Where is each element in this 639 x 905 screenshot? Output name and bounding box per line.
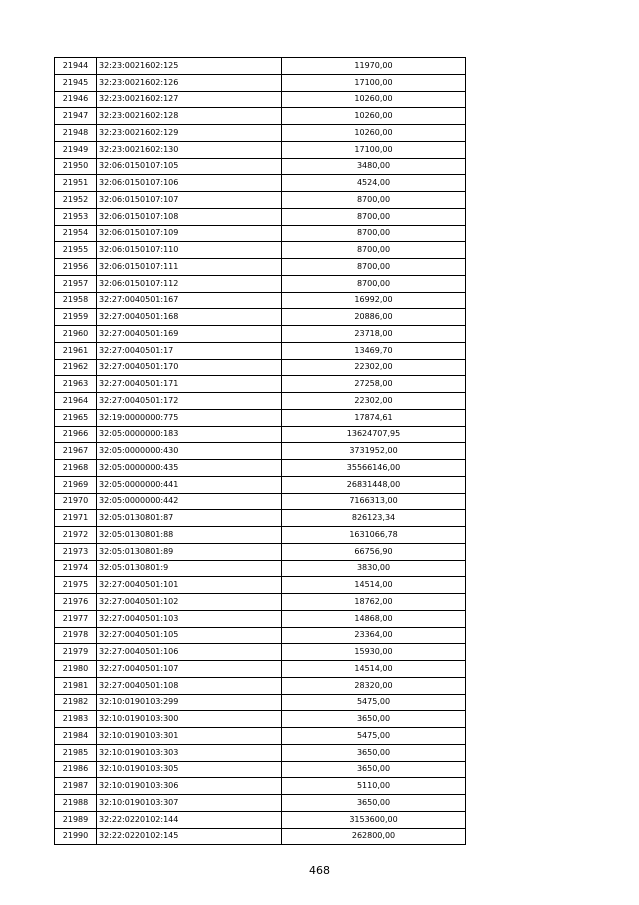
value-cell: 8700,00 xyxy=(282,275,466,292)
row-number-cell: 21948 xyxy=(55,125,97,142)
row-number-cell: 21984 xyxy=(55,728,97,745)
table-row xyxy=(55,577,466,594)
table-row xyxy=(55,510,466,527)
cadastral-number-cell: 32:23:0021602:126 xyxy=(97,74,282,91)
table-row xyxy=(55,158,466,175)
value-cell: 23718,00 xyxy=(282,326,466,343)
table-row xyxy=(55,694,466,711)
cadastral-number-cell: 32:27:0040501:171 xyxy=(97,376,282,393)
row-number-cell: 21953 xyxy=(55,208,97,225)
table-row xyxy=(55,91,466,108)
row-number-cell: 21963 xyxy=(55,376,97,393)
cadastral-number-cell: 32:10:0190103:303 xyxy=(97,744,282,761)
page-number: 468 xyxy=(309,864,330,877)
row-number-cell: 21976 xyxy=(55,594,97,611)
row-number-cell: 21964 xyxy=(55,393,97,410)
value-cell: 22302,00 xyxy=(282,393,466,410)
cadastral-number-cell: 32:19:0000000:775 xyxy=(97,409,282,426)
value-cell: 35566146,00 xyxy=(282,460,466,477)
cadastral-number-cell: 32:06:0150107:106 xyxy=(97,175,282,192)
value-cell: 15930,00 xyxy=(282,644,466,661)
value-cell: 17100,00 xyxy=(282,74,466,91)
value-cell: 13469,70 xyxy=(282,342,466,359)
table-row xyxy=(55,795,466,812)
table-row xyxy=(55,74,466,91)
row-number-cell: 21979 xyxy=(55,644,97,661)
cadastral-number-cell: 32:23:0021602:129 xyxy=(97,125,282,142)
table-row xyxy=(55,108,466,125)
cadastral-number-cell: 32:27:0040501:170 xyxy=(97,359,282,376)
cadastral-number-cell: 32:27:0040501:168 xyxy=(97,309,282,326)
row-number-cell: 21961 xyxy=(55,342,97,359)
table-row xyxy=(55,744,466,761)
table-row xyxy=(55,141,466,158)
table-row xyxy=(55,493,466,510)
table-row xyxy=(55,476,466,493)
table-row xyxy=(55,426,466,443)
cadastral-number-cell: 32:05:0130801:89 xyxy=(97,543,282,560)
value-cell: 17874,61 xyxy=(282,409,466,426)
table-row xyxy=(55,778,466,795)
row-number-cell: 21988 xyxy=(55,795,97,812)
table-row xyxy=(55,644,466,661)
value-cell: 16992,00 xyxy=(282,292,466,309)
value-cell: 4524,00 xyxy=(282,175,466,192)
cadastral-number-cell: 32:10:0190103:305 xyxy=(97,761,282,778)
row-number-cell: 21974 xyxy=(55,560,97,577)
cadastral-number-cell: 32:10:0190103:300 xyxy=(97,711,282,728)
value-cell: 3731952,00 xyxy=(282,443,466,460)
row-number-cell: 21955 xyxy=(55,242,97,259)
table-row xyxy=(55,192,466,209)
row-number-cell: 21956 xyxy=(55,259,97,276)
table-row xyxy=(55,393,466,410)
value-cell: 26831448,00 xyxy=(282,476,466,493)
value-cell: 27258,00 xyxy=(282,376,466,393)
table-row xyxy=(55,811,466,828)
table-row xyxy=(55,711,466,728)
table-row xyxy=(55,728,466,745)
row-number-cell: 21969 xyxy=(55,476,97,493)
cadastral-number-cell: 32:05:0130801:9 xyxy=(97,560,282,577)
value-cell: 18762,00 xyxy=(282,594,466,611)
table-row xyxy=(55,376,466,393)
cadastral-number-cell: 32:05:0000000:441 xyxy=(97,476,282,493)
table-row xyxy=(55,309,466,326)
cadastral-number-cell: 32:05:0000000:183 xyxy=(97,426,282,443)
value-cell: 3650,00 xyxy=(282,761,466,778)
cadastral-number-cell: 32:22:0220102:144 xyxy=(97,811,282,828)
table-row xyxy=(55,460,466,477)
value-cell: 826123,34 xyxy=(282,510,466,527)
table-row xyxy=(55,627,466,644)
row-number-cell: 21970 xyxy=(55,493,97,510)
cadastral-number-cell: 32:27:0040501:106 xyxy=(97,644,282,661)
row-number-cell: 21966 xyxy=(55,426,97,443)
value-cell: 8700,00 xyxy=(282,225,466,242)
value-cell: 7166313,00 xyxy=(282,493,466,510)
table-row xyxy=(55,342,466,359)
cadastral-number-cell: 32:27:0040501:105 xyxy=(97,627,282,644)
value-cell: 3650,00 xyxy=(282,711,466,728)
cadastral-number-cell: 32:05:0130801:87 xyxy=(97,510,282,527)
row-number-cell: 21946 xyxy=(55,91,97,108)
value-cell: 8700,00 xyxy=(282,192,466,209)
value-cell: 8700,00 xyxy=(282,259,466,276)
table-row xyxy=(55,292,466,309)
value-cell: 11970,00 xyxy=(282,58,466,75)
row-number-cell: 21983 xyxy=(55,711,97,728)
table-row xyxy=(55,610,466,627)
value-cell: 14868,00 xyxy=(282,610,466,627)
row-number-cell: 21957 xyxy=(55,275,97,292)
cadastral-number-cell: 32:27:0040501:167 xyxy=(97,292,282,309)
cadastral-number-cell: 32:06:0150107:108 xyxy=(97,208,282,225)
row-number-cell: 21985 xyxy=(55,744,97,761)
value-cell: 5475,00 xyxy=(282,728,466,745)
row-number-cell: 21947 xyxy=(55,108,97,125)
row-number-cell: 21971 xyxy=(55,510,97,527)
value-cell: 14514,00 xyxy=(282,661,466,678)
value-cell: 28320,00 xyxy=(282,677,466,694)
value-cell: 10260,00 xyxy=(282,125,466,142)
cadastral-number-cell: 32:06:0150107:109 xyxy=(97,225,282,242)
value-cell: 1631066,78 xyxy=(282,527,466,544)
cadastral-number-cell: 32:23:0021602:127 xyxy=(97,91,282,108)
value-cell: 5110,00 xyxy=(282,778,466,795)
value-cell: 14514,00 xyxy=(282,577,466,594)
cadastral-number-cell: 32:22:0220102:145 xyxy=(97,828,282,845)
table-row xyxy=(55,443,466,460)
table-row xyxy=(55,409,466,426)
cadastral-number-cell: 32:23:0021602:130 xyxy=(97,141,282,158)
cadastral-number-cell: 32:27:0040501:103 xyxy=(97,610,282,627)
table-row xyxy=(55,125,466,142)
cadastral-number-cell: 32:27:0040501:169 xyxy=(97,326,282,343)
value-cell: 66756,90 xyxy=(282,543,466,560)
row-number-cell: 21978 xyxy=(55,627,97,644)
row-number-cell: 21965 xyxy=(55,409,97,426)
row-number-cell: 21980 xyxy=(55,661,97,678)
value-cell: 3650,00 xyxy=(282,744,466,761)
cadastral-number-cell: 32:05:0000000:442 xyxy=(97,493,282,510)
value-cell: 10260,00 xyxy=(282,108,466,125)
row-number-cell: 21986 xyxy=(55,761,97,778)
table-body xyxy=(55,58,466,845)
table-row xyxy=(55,242,466,259)
row-number-cell: 21945 xyxy=(55,74,97,91)
row-number-cell: 21982 xyxy=(55,694,97,711)
row-number-cell: 21949 xyxy=(55,141,97,158)
value-cell: 22302,00 xyxy=(282,359,466,376)
table-row xyxy=(55,594,466,611)
table-row xyxy=(55,527,466,544)
cadastral-value-table xyxy=(54,57,466,845)
cadastral-number-cell: 32:06:0150107:111 xyxy=(97,259,282,276)
row-number-cell: 21987 xyxy=(55,778,97,795)
cadastral-number-cell: 32:10:0190103:299 xyxy=(97,694,282,711)
cadastral-number-cell: 32:27:0040501:108 xyxy=(97,677,282,694)
cadastral-number-cell: 32:05:0000000:435 xyxy=(97,460,282,477)
row-number-cell: 21944 xyxy=(55,58,97,75)
value-cell: 262800,00 xyxy=(282,828,466,845)
cadastral-number-cell: 32:10:0190103:301 xyxy=(97,728,282,745)
table-row xyxy=(55,761,466,778)
table-row xyxy=(55,225,466,242)
table-row xyxy=(55,208,466,225)
value-cell: 5475,00 xyxy=(282,694,466,711)
table-row xyxy=(55,560,466,577)
cadastral-number-cell: 32:27:0040501:17 xyxy=(97,342,282,359)
value-cell: 23364,00 xyxy=(282,627,466,644)
row-number-cell: 21989 xyxy=(55,811,97,828)
row-number-cell: 21981 xyxy=(55,677,97,694)
row-number-cell: 21975 xyxy=(55,577,97,594)
table-row xyxy=(55,275,466,292)
value-cell: 20886,00 xyxy=(282,309,466,326)
cadastral-number-cell: 32:05:0130801:88 xyxy=(97,527,282,544)
table-row xyxy=(55,326,466,343)
cadastral-number-cell: 32:27:0040501:172 xyxy=(97,393,282,410)
value-cell: 3650,00 xyxy=(282,795,466,812)
value-cell: 3830,00 xyxy=(282,560,466,577)
cadastral-number-cell: 32:27:0040501:102 xyxy=(97,594,282,611)
row-number-cell: 21967 xyxy=(55,443,97,460)
table-row xyxy=(55,359,466,376)
row-number-cell: 21968 xyxy=(55,460,97,477)
row-number-cell: 21959 xyxy=(55,309,97,326)
row-number-cell: 21958 xyxy=(55,292,97,309)
table-row xyxy=(55,828,466,845)
row-number-cell: 21962 xyxy=(55,359,97,376)
row-number-cell: 21990 xyxy=(55,828,97,845)
cadastral-number-cell: 32:27:0040501:101 xyxy=(97,577,282,594)
table-row xyxy=(55,58,466,75)
row-number-cell: 21960 xyxy=(55,326,97,343)
cadastral-number-cell: 32:27:0040501:107 xyxy=(97,661,282,678)
value-cell: 13624707,95 xyxy=(282,426,466,443)
cadastral-number-cell: 32:06:0150107:112 xyxy=(97,275,282,292)
cadastral-number-cell: 32:10:0190103:307 xyxy=(97,795,282,812)
value-cell: 3153600,00 xyxy=(282,811,466,828)
table-row xyxy=(55,677,466,694)
row-number-cell: 21972 xyxy=(55,527,97,544)
cadastral-number-cell: 32:06:0150107:105 xyxy=(97,158,282,175)
table-row xyxy=(55,543,466,560)
table-row xyxy=(55,259,466,276)
cadastral-number-cell: 32:23:0021602:128 xyxy=(97,108,282,125)
row-number-cell: 21973 xyxy=(55,543,97,560)
value-cell: 8700,00 xyxy=(282,208,466,225)
row-number-cell: 21977 xyxy=(55,610,97,627)
cadastral-number-cell: 32:23:0021602:125 xyxy=(97,58,282,75)
value-cell: 10260,00 xyxy=(282,91,466,108)
row-number-cell: 21952 xyxy=(55,192,97,209)
value-cell: 3480,00 xyxy=(282,158,466,175)
cadastral-number-cell: 32:05:0000000:430 xyxy=(97,443,282,460)
value-cell: 8700,00 xyxy=(282,242,466,259)
cadastral-number-cell: 32:10:0190103:306 xyxy=(97,778,282,795)
table-row xyxy=(55,175,466,192)
cadastral-number-cell: 32:06:0150107:107 xyxy=(97,192,282,209)
row-number-cell: 21950 xyxy=(55,158,97,175)
table-row xyxy=(55,661,466,678)
value-cell: 17100,00 xyxy=(282,141,466,158)
row-number-cell: 21951 xyxy=(55,175,97,192)
cadastral-number-cell: 32:06:0150107:110 xyxy=(97,242,282,259)
row-number-cell: 21954 xyxy=(55,225,97,242)
